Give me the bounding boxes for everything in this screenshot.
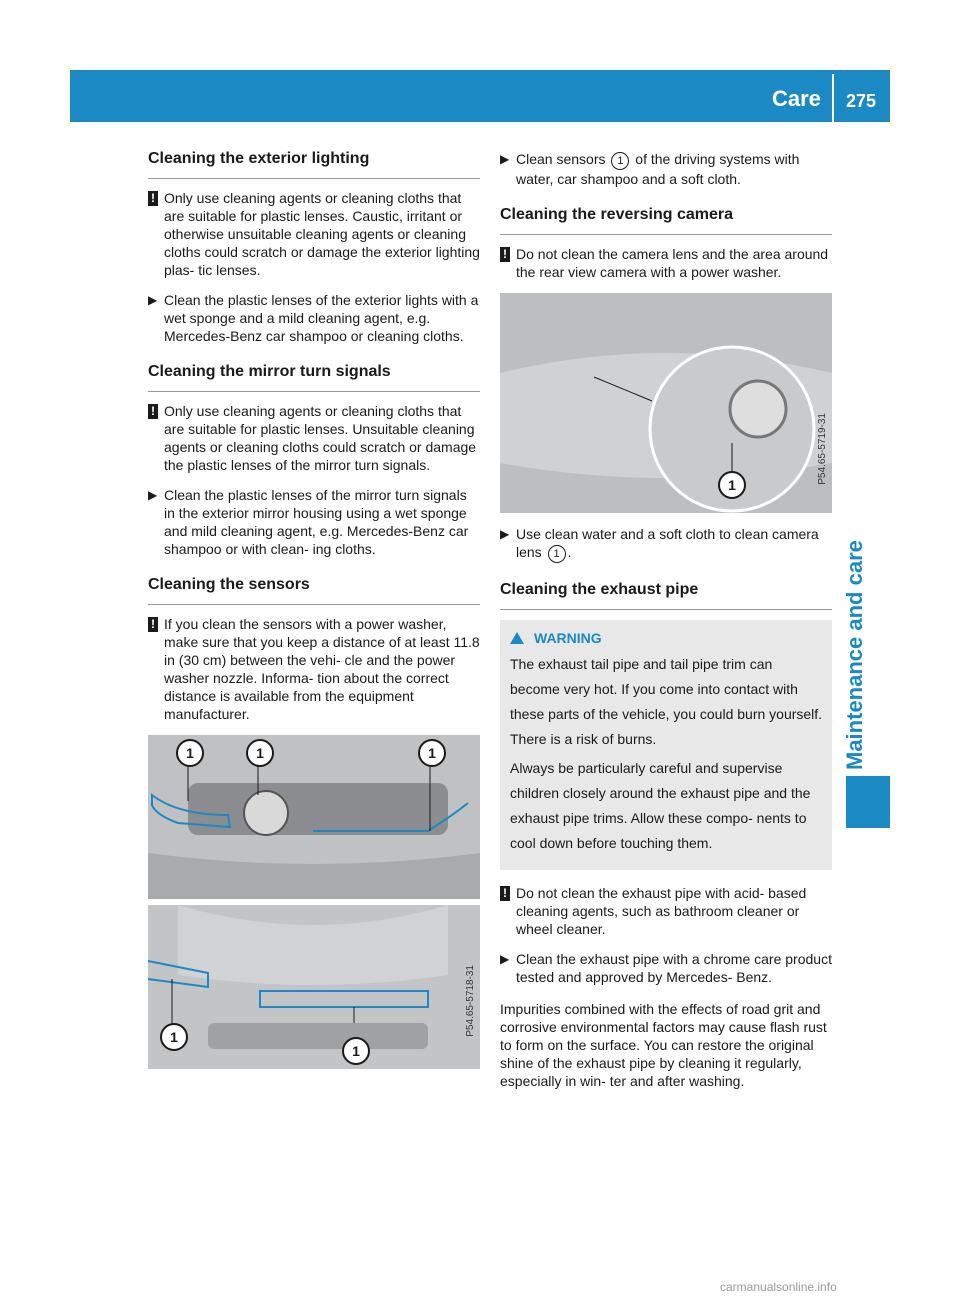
callout-1: 1 (160, 1023, 188, 1051)
note-text: If you clean the sensors with a power washer, make sure that you keep a distance of at least 11.8 in (30 cm) between the vehi- cle and the power washer nozzle. Informa- tion about the correct distance is available from the equipment manufacturer. (164, 616, 480, 722)
heading-reversing-camera: Cleaning the reversing camera (500, 206, 832, 235)
warning-title (510, 630, 824, 646)
left-column (148, 150, 480, 1069)
page-number: 275 (846, 91, 877, 111)
callout-1: 1 (176, 739, 204, 767)
arrow-icon: ▶ (148, 488, 158, 502)
exclamation-icon: ! (500, 247, 510, 262)
heading-sensors: Cleaning the sensors (148, 576, 480, 605)
arrow-icon: ▶ (500, 152, 510, 166)
callout-1: 1 (246, 739, 274, 767)
side-tab-marker (846, 776, 890, 828)
footer-watermark: carmanualsonline.info (720, 1280, 837, 1294)
note-text: Only use cleaning agents or cleaning cloths that are suitable for plastic lenses. Caustic, irritant or otherwise unsuitable cleaning agents or cleaning cloths could scratch or damage the exterior lighting plas- tic lenses. (164, 190, 480, 278)
warning-text: The exhaust tail pipe and tail pipe trim can become very hot. If you come into contact with these parts of the vehicle, you could burn yourself. There is a risk of burns. (510, 656, 823, 747)
step-text: Clean the plastic lenses of the mirror turn signals in the exterior mirror housing using a wet sponge and mild cleaning agent, e.g. Mercedes-Benz car shampoo or with clean- ing cloths. (164, 487, 469, 557)
figure-front-sensors (148, 735, 480, 899)
callout-1: 1 (418, 739, 446, 767)
exclamation-icon: ! (148, 404, 158, 419)
note-text: Do not clean the camera lens and the area around the rear view camera with a power washer. (516, 246, 829, 280)
step-mirror-turn-signals (148, 486, 480, 558)
warning-text: Always be particularly careful and supervise children closely around the exhaust pipe and the exhaust pipe trims. Allow these compo- nents to cool down before touching them. (510, 760, 811, 851)
rear-bumper-illustration (148, 905, 480, 1069)
step-text: Clean the plastic lenses of the exterior lights with a wet sponge and a mild cleaning agent, e.g. Mercedes-Benz car shampoo or cleaning cloths. (164, 292, 479, 344)
figure-id: P54.65-5719-31 (817, 413, 828, 485)
note-exhaust-pipe (500, 884, 832, 938)
note-text: Do not clean the exhaust pipe with acid- based cleaning agents, such as bathroom cleaner or wheel cleaner. (516, 885, 807, 937)
step-exhaust-pipe (500, 950, 832, 986)
note-reversing-camera (500, 245, 832, 281)
header-bar (70, 70, 890, 122)
note-mirror-turn-signals (148, 402, 480, 474)
exclamation-icon: ! (148, 191, 158, 206)
step-clean-camera (500, 525, 832, 563)
exclamation-icon: ! (500, 886, 510, 901)
callout-1: 1 (548, 545, 566, 563)
heading-exhaust-pipe: Cleaning the exhaust pipe (500, 581, 832, 610)
step-text-a: Use clean water and a soft cloth to clean camera lens (516, 526, 819, 560)
warning-box (500, 620, 832, 870)
heading-mirror-turn-signals: Cleaning the mirror turn signals (148, 363, 480, 392)
arrow-icon: ▶ (500, 952, 510, 966)
figure-reversing-camera (500, 293, 832, 513)
figure-id: P54.65-5718-31 (465, 965, 476, 1037)
step-exterior-lighting (148, 291, 480, 345)
warning-triangle-icon (510, 632, 524, 644)
callout-1: 1 (611, 152, 629, 170)
warning-label: WARNING (534, 630, 602, 646)
side-tab-label: Maintenance and care (842, 540, 867, 770)
step-text-a: Clean sensors (516, 151, 606, 167)
heading-exterior-lighting: Cleaning the exterior lighting (148, 150, 480, 179)
header-title: Care (772, 86, 821, 111)
right-column (500, 150, 832, 1102)
arrow-icon: ▶ (500, 527, 510, 541)
note-sensors (148, 615, 480, 723)
rear-camera-illustration (500, 293, 832, 513)
figure-rear-sensors (148, 905, 480, 1069)
header-divider (832, 74, 834, 122)
step-text-b: . (567, 544, 572, 560)
step-text-b: of the driving systems with water, car shampoo and a soft cloth. (516, 151, 800, 187)
step-clean-sensors (500, 150, 832, 188)
note-text: Only use cleaning agents or cleaning cloths that are suitable for plastic lenses. Unsuitable cleaning agents or cleaning cloths could scratch or damage the plastic lenses of the mirror turn signals. (164, 403, 477, 473)
callout-1: 1 (342, 1037, 370, 1065)
callout-1: 1 (718, 471, 746, 499)
step-text: Clean the exhaust pipe with a chrome care product tested and approved by Mercedes- Benz. (516, 951, 832, 985)
exclamation-icon: ! (148, 617, 158, 632)
paragraph-flash-rust: Impurities combined with the effects of road grit and corrosive environmental factors may cause flash rust to form on the surface. You can restore the original shine of the exhaust pipe by cleaning it regularly, especially in win- ter and after washing. (500, 1001, 827, 1089)
note-exterior-lighting (148, 189, 480, 279)
arrow-icon: ▶ (148, 293, 158, 307)
